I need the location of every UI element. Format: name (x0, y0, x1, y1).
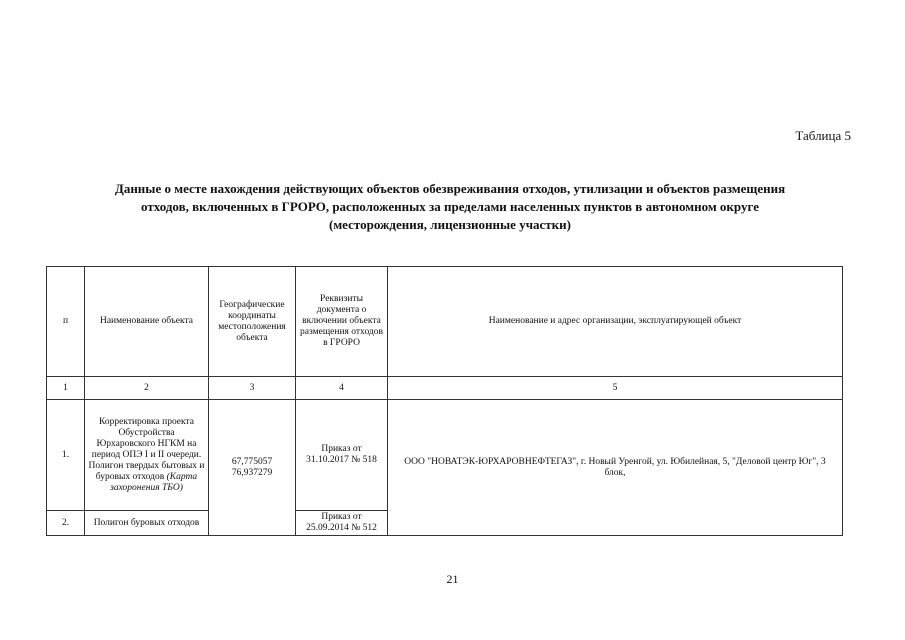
row-org: ООО "НОВАТЭК-ЮРХАРОВНЕФТЕГАЗ", г. Новый Уренгой, ул. Юбилейная, 5, "Деловой центр Юг", 3 блок, (388, 400, 843, 536)
header-row (47, 267, 843, 377)
row-name: Полигон буровых отходов (85, 511, 209, 536)
header-org: Наименование и адрес организации, эксплуатирующей объект (388, 267, 843, 377)
title-line: отходов, включенных в ГРОРО, расположенных за пределами населенных пунктов в автономном округе (140, 199, 759, 214)
title-line: (месторождения, лицензионные участки) (329, 217, 571, 232)
table-row (47, 400, 843, 511)
header-coords: Географические координаты местоположения объекта (209, 267, 296, 377)
row-num: 2. (47, 511, 85, 536)
column-number: 4 (296, 377, 388, 400)
row-doc: Приказ от 25.09.2014 № 512 (296, 511, 388, 536)
header-num: п (47, 267, 85, 377)
column-number: 1 (47, 377, 85, 400)
row-num: 1. (47, 400, 85, 511)
header-name: Наименование объекта (85, 267, 209, 377)
column-number: 5 (388, 377, 843, 400)
page-number: 21 (446, 572, 459, 586)
column-number: 2 (85, 377, 209, 400)
row-name-cell (85, 400, 209, 511)
row-doc: Приказ от 31.10.2017 № 518 (296, 400, 388, 511)
column-number: 3 (209, 377, 296, 400)
table-label: Таблица 5 (795, 128, 851, 143)
row-name: Корректировка проекта Обустройства Юрхаровского НГКМ на период ОПЭ I и II очереди. Полигон твердых бытовых и буровых отходов (88, 416, 205, 482)
document-title (40, 180, 860, 234)
row-coords: 67,775057 76,937279 (209, 400, 296, 536)
registry-table (46, 266, 843, 536)
header-docs: Реквизиты документа о включении объекта размещения отходов в ГРОРО (296, 267, 388, 377)
title-line: Данные о месте нахождения действующих объектов обезвреживания отходов, утилизации и объектов размещения (114, 181, 786, 196)
row-name-note: (Карта захоронения ТБО) (110, 471, 198, 493)
column-number-row (47, 377, 843, 400)
